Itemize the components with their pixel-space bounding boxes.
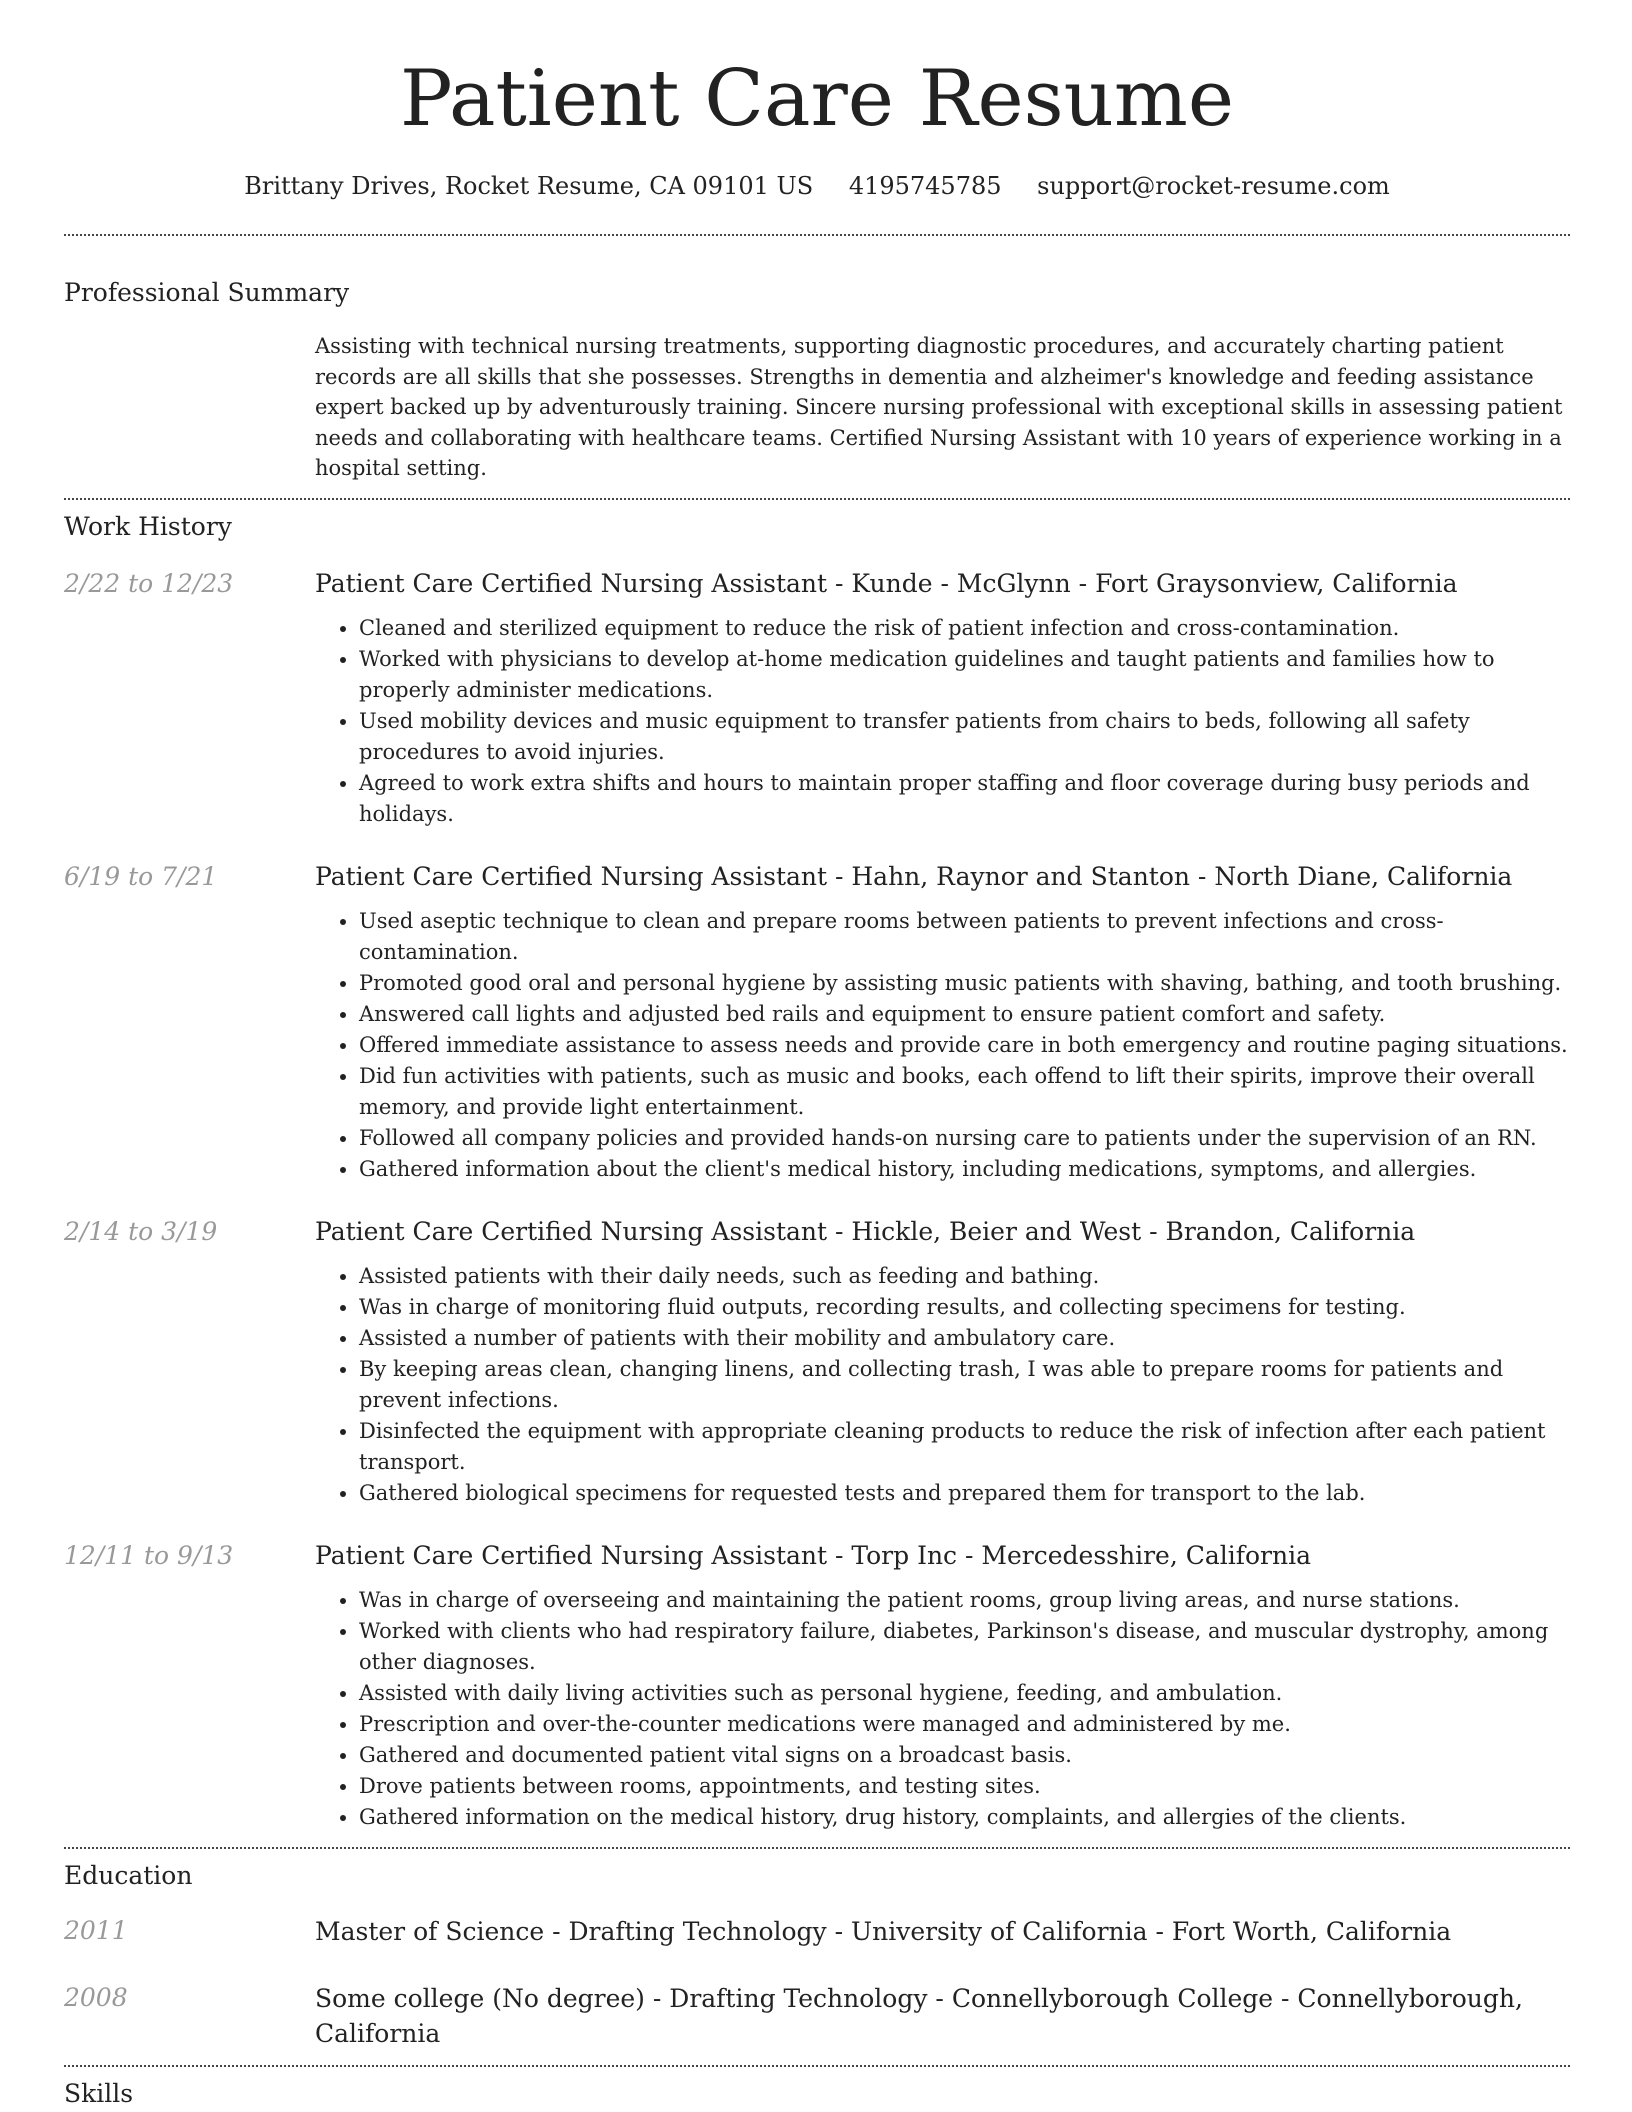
job-entry [64, 860, 1570, 1185]
section-heading-summary: Professional Summary [64, 278, 350, 307]
job-dates: 2/22 to 12/23 [64, 568, 234, 598]
list-item: • Answered call lights and adjusted bed rails and equipment to ensure patient comfort and safety. [359, 999, 1570, 1030]
summary-text: Assisting with technical nursing treatments, supporting diagnostic procedures, and accurately charting patient records are all skills that she possesses. Strengths in dementia and alzheimer's knowledge and feeding assistance expert backed up by adventurously training. Sincere nursing professional with exceptional skills in assessing patient needs and collaborating with healthcare teams. Certified Nursing Assistant with 10 years of experience working in a hospital setting. [315, 334, 1563, 480]
divider [64, 1847, 1570, 1849]
job-dates: 12/11 to 9/13 [64, 1540, 234, 1570]
summary-row [64, 331, 1570, 484]
job-bullets [315, 613, 1570, 830]
list-item: • Agreed to work extra shifts and hours to maintain proper staffing and floor coverage during busy periods and holidays. [359, 768, 1570, 830]
list-item: • Promoted good oral and personal hygiene by assisting music patients with shaving, bathing, and tooth brushing. [359, 968, 1570, 999]
job-bullets [315, 1585, 1570, 1833]
job-title: Patient Care Certified Nursing Assistant - Torp Inc - Mercedesshire, California [315, 1540, 1311, 1570]
education-entry [64, 1981, 1570, 2051]
list-item: • Assisted patients with their daily needs, such as feeding and bathing. [359, 1261, 1570, 1292]
list-item: • Worked with physicians to develop at-home medication guidelines and taught patients and families how to properly administer medications. [359, 644, 1570, 706]
job-dates: 2/14 to 3/19 [64, 1216, 218, 1246]
list-item: • Did fun activities with patients, such as music and books, each offend to lift their spirits, improve their overall memory, and provide light entertainment. [359, 1061, 1570, 1123]
list-item: • Prescription and over-the-counter medications were managed and administered by me. [359, 1709, 1570, 1740]
divider [64, 498, 1570, 500]
list-item: • Used aseptic technique to clean and prepare rooms between patients to prevent infections and cross-contamination. [359, 906, 1570, 968]
job-bullets [315, 906, 1570, 1185]
contact-phone: 4195745785 [848, 172, 1002, 200]
list-item: • Assisted a number of patients with their mobility and ambulatory care. [359, 1323, 1570, 1354]
list-item: • Was in charge of monitoring fluid outputs, recording results, and collecting specimens for testing. [359, 1292, 1570, 1323]
section-heading-skills: Skills [64, 2078, 134, 2108]
list-item: • Assisted with daily living activities such as personal hygiene, feeding, and ambulation. [359, 1678, 1570, 1709]
divider [64, 234, 1570, 236]
list-item: • Gathered biological specimens for requested tests and prepared them for transport to the lab. [359, 1478, 1570, 1509]
list-item: • Disinfected the equipment with appropriate cleaning products to reduce the risk of infection after each patient transport. [359, 1416, 1570, 1478]
job-entry [64, 567, 1570, 830]
list-item: • Gathered information on the medical history, drug history, complaints, and allergies of the clients. [359, 1802, 1570, 1833]
list-item: • Worked with clients who had respiratory failure, diabetes, Parkinson's disease, and muscular dystrophy, among other diagnoses. [359, 1616, 1570, 1678]
section-heading-work: Work History [64, 511, 232, 541]
contact-address: Brittany Drives, Rocket Resume, CA 09101 US [244, 172, 814, 200]
job-title: Patient Care Certified Nursing Assistant - Kunde - McGlynn - Fort Graysonview, California [315, 568, 1458, 598]
contact-email: support@rocket-resume.com [1037, 172, 1390, 200]
education-year: 2011 [64, 1915, 128, 1945]
education-year: 2008 [64, 1982, 128, 2012]
education-details: Some college (No degree) - Drafting Technology - Connellyborough College - Connellyborough, California [315, 1983, 1523, 2048]
list-item: • Offered immediate assistance to assess needs and provide care in both emergency and routine paging situations. [359, 1030, 1570, 1061]
contact-line [64, 172, 1570, 200]
job-title: Patient Care Certified Nursing Assistant - Hickle, Beier and West - Brandon, California [315, 1216, 1416, 1246]
education-entry [64, 1914, 1570, 1949]
list-item: • By keeping areas clean, changing linens, and collecting trash, I was able to prepare rooms for patients and prevent infections. [359, 1354, 1570, 1416]
list-item: • Was in charge of overseeing and maintaining the patient rooms, group living areas, and nurse stations. [359, 1585, 1570, 1616]
list-item: • Gathered information about the client's medical history, including medications, symptoms, and allergies. [359, 1154, 1570, 1185]
list-item: • Followed all company policies and provided hands-on nursing care to patients under the supervision of an RN. [359, 1123, 1570, 1154]
job-entry [64, 1539, 1570, 1833]
job-dates: 6/19 to 7/21 [64, 861, 218, 891]
list-item: • Cleaned and sterilized equipment to reduce the risk of patient infection and cross-contamination. [359, 613, 1570, 644]
list-item: • Drove patients between rooms, appointments, and testing sites. [359, 1771, 1570, 1802]
education-details: Master of Science - Drafting Technology - University of California - Fort Worth, California [315, 1916, 1452, 1946]
job-bullets [315, 1261, 1570, 1509]
list-item: • Used mobility devices and music equipment to transfer patients from chairs to beds, following all safety procedures to avoid injuries. [359, 706, 1570, 768]
list-item: • Gathered and documented patient vital signs on a broadcast basis. [359, 1740, 1570, 1771]
job-title: Patient Care Certified Nursing Assistant - Hahn, Raynor and Stanton - North Diane, California [315, 861, 1513, 891]
section-heading-education: Education [64, 1860, 193, 1890]
resume-title: Patient Care Resume [399, 54, 1234, 144]
job-entry [64, 1215, 1570, 1509]
divider [64, 2065, 1570, 2067]
resume-page [64, 0, 1570, 2108]
